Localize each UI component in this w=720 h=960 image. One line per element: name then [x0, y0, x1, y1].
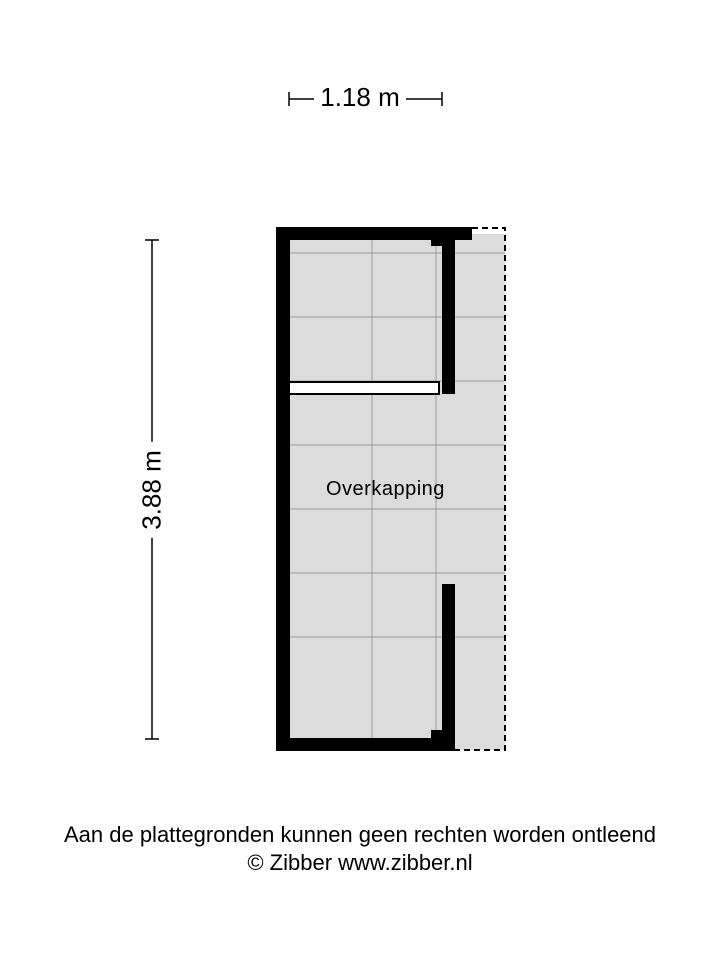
- wall-right-upper: [442, 234, 455, 394]
- wall-right-lower: [442, 584, 455, 751]
- width-label: 1.18 m: [314, 82, 406, 112]
- wall-bottom: [276, 738, 455, 751]
- shelf: [289, 382, 439, 394]
- width-dimension: [0, 82, 720, 113]
- copyright-text: © Zibber www.zibber.nl: [247, 850, 473, 875]
- wall-right-upper-tab: [431, 236, 445, 246]
- height-label: 3.88 m: [137, 442, 168, 538]
- wall-left: [276, 227, 290, 751]
- wall-right-lower-tab: [431, 730, 445, 740]
- room-label-overkapping: Overkapping: [326, 478, 445, 500]
- disclaimer-text: Aan de plattegronden kunnen geen rechten worden ontleend: [63, 822, 657, 847]
